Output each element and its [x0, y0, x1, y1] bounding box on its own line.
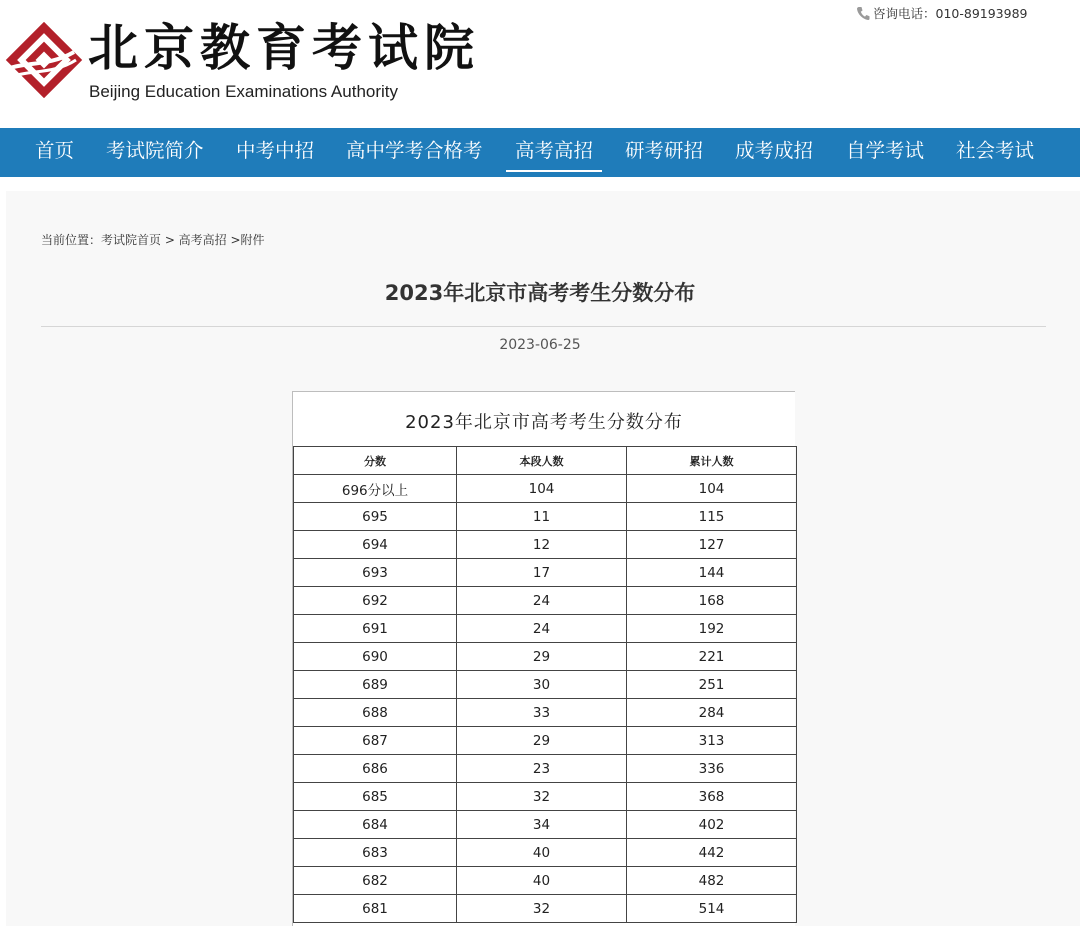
cell-segment-count: 11	[457, 503, 627, 531]
nav-item-yankao[interactable]: 研考研招	[625, 139, 704, 162]
document-title: 2023年北京市高考考生分数分布	[405, 412, 683, 433]
brand-name-en[interactable]: Beijing Education Examinations Authority	[89, 82, 399, 101]
table-row	[294, 727, 797, 755]
cell-cumulative-count: 442	[627, 839, 797, 867]
cell-cumulative-count: 368	[627, 783, 797, 811]
cell-score: 688	[294, 699, 457, 727]
cell-cumulative-count: 284	[627, 699, 797, 727]
column-header-cumulative-count: 累计人数	[627, 447, 797, 475]
table-row	[294, 475, 797, 503]
cell-segment-count: 29	[457, 643, 627, 671]
table-row	[294, 867, 797, 895]
cell-segment-count: 32	[457, 895, 627, 923]
cell-cumulative-count: 336	[627, 755, 797, 783]
column-header-score: 分数	[294, 447, 457, 475]
cell-cumulative-count: 104	[627, 475, 797, 503]
cell-score: 694	[294, 531, 457, 559]
cell-segment-count: 29	[457, 727, 627, 755]
cell-cumulative-count: 115	[627, 503, 797, 531]
cell-score: 684	[294, 811, 457, 839]
cell-segment-count: 24	[457, 587, 627, 615]
nav-item-chengkao[interactable]: 成考成招	[735, 139, 814, 162]
cell-score: 695	[294, 503, 457, 531]
nav-item-shehui[interactable]: 社会考试	[956, 139, 1035, 162]
publish-date: 2023-06-25	[499, 337, 581, 353]
cell-segment-count: 24	[457, 615, 627, 643]
cell-segment-count: 33	[457, 699, 627, 727]
cell-cumulative-count: 221	[627, 643, 797, 671]
table-row	[294, 699, 797, 727]
cell-segment-count: 23	[457, 755, 627, 783]
cell-score: 689	[294, 671, 457, 699]
nav-item-about[interactable]: 考试院简介	[106, 139, 204, 162]
table-body	[294, 475, 797, 923]
table-row	[294, 587, 797, 615]
cell-score: 693	[294, 559, 457, 587]
cell-segment-count: 40	[457, 839, 627, 867]
nav-item-xuekao[interactable]: 高中学考合格考	[346, 139, 483, 162]
table-row	[294, 811, 797, 839]
cell-segment-count: 30	[457, 671, 627, 699]
cell-score: 692	[294, 587, 457, 615]
table-row	[294, 783, 797, 811]
table-row	[294, 895, 797, 923]
cell-segment-count: 12	[457, 531, 627, 559]
site-header	[0, 0, 1080, 128]
column-header-segment-count: 本段人数	[457, 447, 627, 475]
cell-score: 683	[294, 839, 457, 867]
cell-score: 687	[294, 727, 457, 755]
cell-score: 690	[294, 643, 457, 671]
beijing-eea-logo-icon[interactable]	[4, 22, 84, 98]
hotline	[856, 4, 1028, 22]
table-row	[294, 531, 797, 559]
cell-cumulative-count: 127	[627, 531, 797, 559]
page-title: 2023年北京市高考考生分数分布	[384, 281, 696, 305]
brand-name-cn[interactable]: 北京教育考试院	[88, 18, 480, 77]
nav-item-home[interactable]: 首页	[35, 139, 75, 162]
cell-segment-count: 104	[457, 475, 627, 503]
table-row	[294, 615, 797, 643]
score-distribution-table	[293, 446, 797, 923]
cell-segment-count: 34	[457, 811, 627, 839]
cell-score: 681	[294, 895, 457, 923]
hotline-text: 咨询电话：010-89193989	[873, 6, 1028, 21]
table-row	[294, 755, 797, 783]
table-row	[294, 671, 797, 699]
cell-cumulative-count: 251	[627, 671, 797, 699]
table-row	[294, 643, 797, 671]
cell-score: 696分以上	[294, 475, 457, 503]
breadcrumb[interactable]: 当前位置：考试院首页 > 高考高招 >附件	[41, 233, 265, 247]
cell-score: 685	[294, 783, 457, 811]
table-row	[294, 839, 797, 867]
table-row	[294, 503, 797, 531]
cell-segment-count: 40	[457, 867, 627, 895]
cell-cumulative-count: 192	[627, 615, 797, 643]
cell-cumulative-count: 514	[627, 895, 797, 923]
nav-item-gaokao[interactable]: 高考高招	[515, 128, 593, 177]
phone-icon	[856, 6, 870, 21]
attachment-document	[292, 391, 795, 926]
nav-item-zhongkao[interactable]: 中考中招	[236, 139, 315, 162]
cell-cumulative-count: 168	[627, 587, 797, 615]
cell-score: 682	[294, 867, 457, 895]
main-nav	[0, 128, 1080, 177]
table-header-row	[294, 447, 797, 475]
cell-cumulative-count: 482	[627, 867, 797, 895]
cell-score: 686	[294, 755, 457, 783]
cell-cumulative-count: 144	[627, 559, 797, 587]
table-row	[294, 559, 797, 587]
cell-score: 691	[294, 615, 457, 643]
cell-cumulative-count: 313	[627, 727, 797, 755]
cell-segment-count: 17	[457, 559, 627, 587]
cell-cumulative-count: 402	[627, 811, 797, 839]
nav-item-zixue[interactable]: 自学考试	[846, 139, 925, 162]
cell-segment-count: 32	[457, 783, 627, 811]
title-divider	[41, 326, 1046, 327]
